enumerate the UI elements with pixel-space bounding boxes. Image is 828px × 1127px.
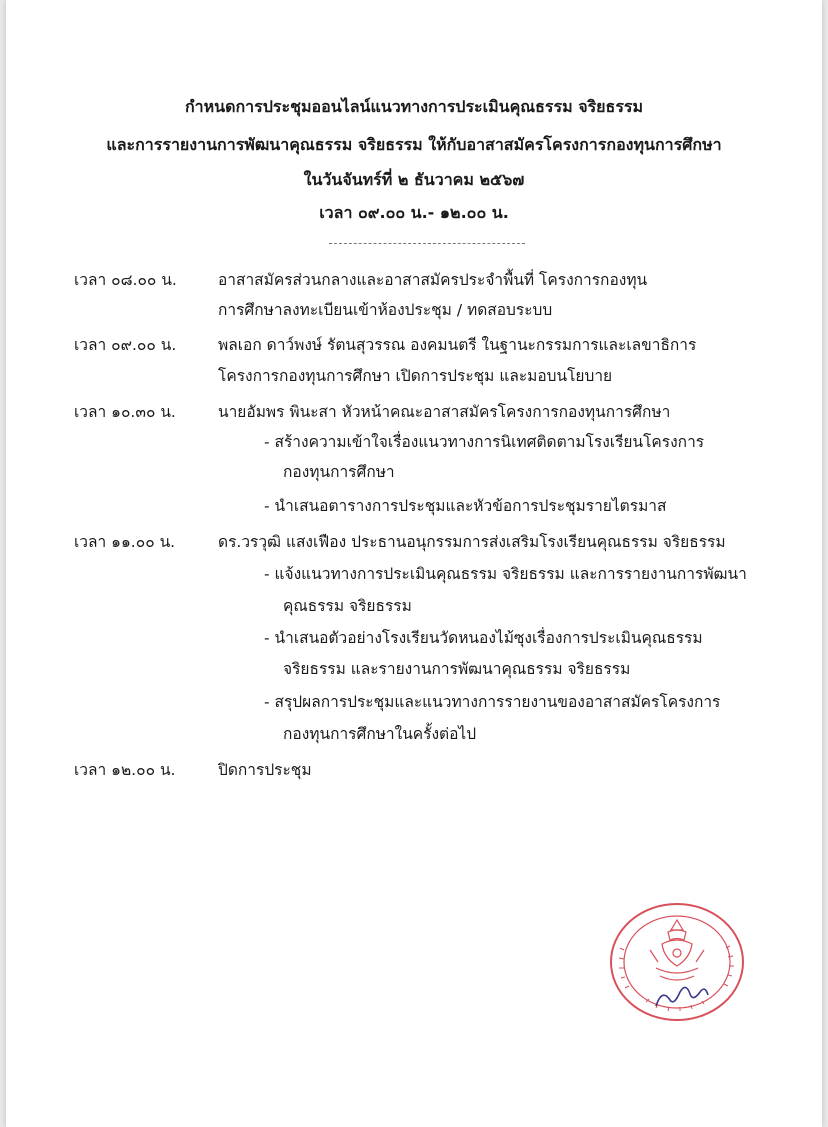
agenda-sub-3-1-line-2: กองทุนการศึกษา [283,463,395,481]
official-seal-stamp [606,898,748,1028]
seal-emblem-icon [650,920,704,980]
agenda-time-3: เวลา ๑๐.๓๐ น. [74,403,176,421]
agenda-sub-4-2-line-2: จริยธรรม และรายงานการพัฒนาคุณธรรม จริยธรรม [283,660,631,678]
agenda-sub-4-3-line-2: กองทุนการศึกษาในครั้งต่อไป [283,725,477,743]
agenda-desc-4-line-1: ดร.วรวุฒิ แสงเฟือง ประธานอนุกรรมการส่งเสริมโรงเรียนคุณธรรม จริยธรรม [218,533,726,551]
agenda-time-1: เวลา ๐๘.๐๐ น. [74,271,177,289]
agenda-sub-4-3-line-1: - สรุปผลการประชุมและแนวทางการรายงานของอาสาสมัครโครงการ [264,693,721,711]
agenda-time-4: เวลา ๑๑.๐๐ น. [74,533,176,551]
seal-outer-ring [611,904,743,1020]
agenda-desc-5-line-1: ปิดการประชุม [218,761,312,779]
agenda-desc-1-line-1: อาสาสมัครส่วนกลางและอาสาสมัครประจำพื้นที่ โครงการกองทุน [218,271,648,289]
agenda-time-5: เวลา ๑๒.๐๐ น. [74,761,176,779]
doc-title-line-2: และการรายงานการพัฒนาคุณธรรม จริยธรรม ให้กับอาสาสมัครโครงการกองทุนการศึกษา [106,135,722,154]
agenda-desc-2-line-2: โครงการกองทุนการศึกษา เปิดการประชุม และมอบนโยบาย [218,367,613,385]
seal-ring-lettering-icon [619,946,734,1011]
agenda-sub-4-1-line-2: คุณธรรม จริยธรรม [283,597,412,615]
agenda-sub-3-2-line-1: - นำเสนอตารางการประชุมและหัวข้อการประชุมรายไตรมาส [264,497,667,515]
doc-time-range: เวลา ๐๙.๐๐ น.- ๑๒.๐๐ น. [319,203,509,222]
agenda-sub-3-1-line-1: - สร้างความเข้าใจเรื่องแนวทางการนิเทศติดตามโรงเรียนโครงการ [264,433,705,451]
agenda-desc-1-line-2: การศึกษาลงทะเบียนเข้าห้องประชุม / ทดสอบระบบ [218,301,553,319]
document-page [6,0,822,1127]
doc-title-line-1: กำหนดการประชุมออนไลน์แนวทางการประเมินคุณธรรม จริยธรรม [184,97,644,116]
title-separator [329,243,525,244]
agenda-sub-4-1-line-1: - แจ้งแนวทางการประเมินคุณธรรม จริยธรรม และการรายงานการพัฒนา [264,565,747,583]
agenda-sub-4-2-line-1: - นำเสนอตัวอย่างโรงเรียนวัดหนองไม้ซุงเรื่องการประเมินคุณธรรม [264,629,703,647]
agenda-time-2: เวลา ๐๙.๐๐ น. [74,336,177,354]
agenda-desc-3-line-1: นายอัมพร พินะสา หัวหน้าคณะอาสาสมัครโครงการกองทุนการศึกษา [218,403,671,421]
doc-date: ในวันจันทร์ที่ ๒ ธันวาคม ๒๕๖๗ [303,170,525,189]
agenda-desc-2-line-1: พลเอก ดาว์พงษ์ รัตนสุวรรณ องคมนตรี ในฐานะกรรมการและเลขาธิการ [218,336,697,354]
